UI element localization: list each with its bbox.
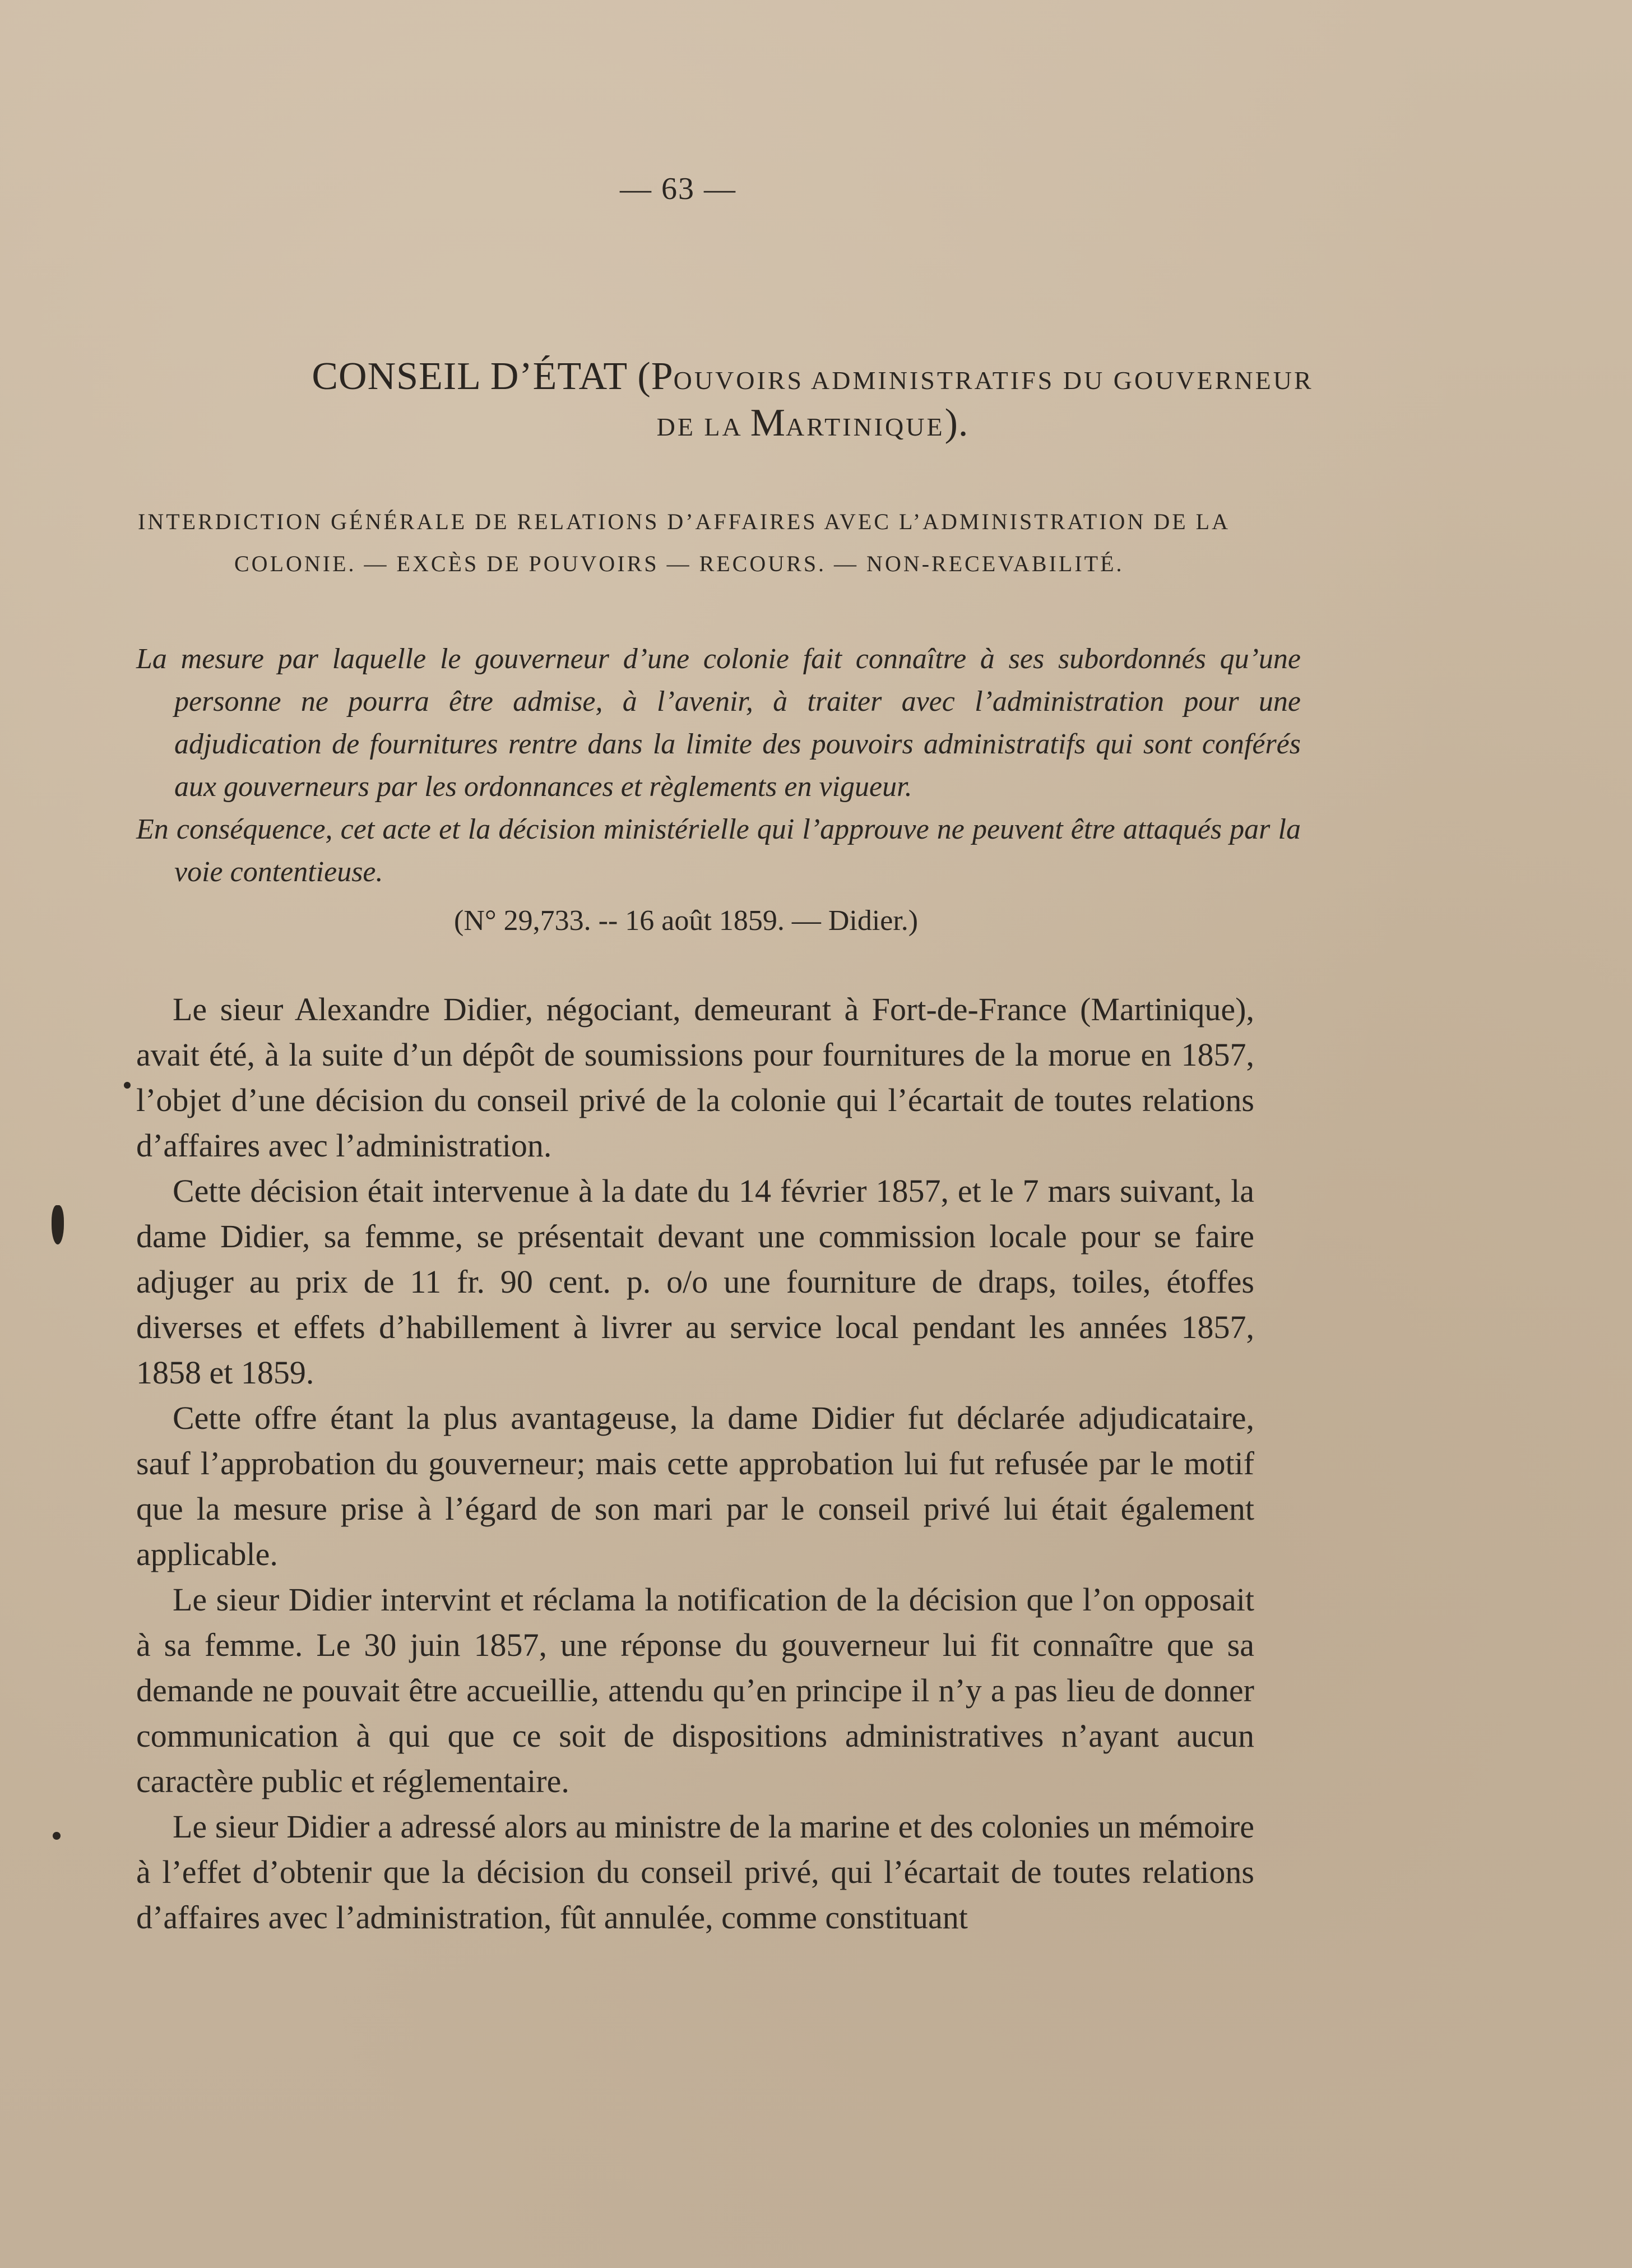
summary-paragraph-2: En conséquence, cet acte et la décision ministérielle qui l’approuve ne peuvent être attaqués par la voie contentieuse.: [136, 813, 1301, 888]
summary-paragraph-1: La mesure par laquelle le gouverneur d’une colonie fait connaître à ses subordonnés qu’une personne ne pourra être admise, à l’avenir, à traiter avec l’administration pour une adjudication de fournitures rentre dans la limite des pouvoirs administratifs qui sont conférés aux gouverneurs par les ordonnances et règlements en vigueur.: [136, 643, 1301, 803]
subject-line-1: INTERDICTION GÉNÉRALE DE RELATIONS D’AFFAIRES AVEC L’ADMINISTRATION DE LA: [138, 509, 1230, 534]
title-main: CONSEIL D’ÉTAT: [312, 355, 627, 398]
ink-dot: [124, 1082, 131, 1089]
body-paragraph: Cette offre étant la plus avantageuse, la dame Didier fut déclarée adjudicataire, sauf l’approbation du gouverneur; mais cette approbation lui fut refusée par le motif que la mesure prise à l’égard de son mari par le conseil privé lui était également applicable.: [136, 1400, 1254, 1572]
page-title: [112, 354, 1513, 399]
body-paragraph: Cette décision était intervenue à la date du 14 février 1857, et le 7 mars suivant, la dame Didier, sa femme, se présentait devant une commission locale pour se faire adjuger au prix de 11 fr. 90 cent. p. o/o une fourniture de draps, toiles, étoffes diverses et effets d’habillement à livrer au service local pendant les années 1857, 1858 et 1859.: [136, 1173, 1254, 1391]
subject-line-2: COLONIE. — EXCÈS DE POUVOIRS — RECOURS. — NON-RECEVABILITÉ.: [234, 551, 1124, 576]
ink-dot: [53, 1832, 61, 1840]
page-number: — 63 —: [620, 172, 736, 206]
body-paragraph: Le sieur Alexandre Didier, négociant, demeurant à Fort-de-France (Martinique), avait été, à la suite d’un dépôt de soumissions pour fournitures de la morue en 1857, l’objet d’une décision du conseil privé de la colonie qui l’écartait de toutes relations d’affaires avec l’administration.: [136, 991, 1254, 1164]
body-text: [136, 987, 1254, 1940]
title-close: ).: [944, 401, 969, 445]
ink-blemish: [52, 1205, 64, 1244]
title-pouvoirs-rest: OUVOIRS ADMINISTRATIFS DU GOUVERNEUR: [673, 366, 1314, 395]
title-martinique-rest: ARTINIQUE: [785, 413, 945, 441]
body-paragraph: Le sieur Didier intervint et réclama la notification de la décision que l’on opposait à sa femme. Le 30 juin 1857, une réponse du gouverneur lui fit connaître que sa demande ne pouvait être accueillie, attendu qu’en principe il n’y a pas lieu de donner communication à qui que ce soit de dispositions administratives n’ayant aucun caractère public et réglementaire.: [136, 1581, 1254, 1799]
title-pouvoirs-cap: P: [651, 355, 674, 398]
page-title-line2: [112, 401, 1513, 446]
title-open-paren: (: [637, 355, 651, 398]
title-martinique-cap: M: [750, 401, 786, 445]
title-de-la: DE LA: [656, 413, 750, 441]
body-paragraph: Le sieur Didier a adressé alors au ministre de la marine et des colonies un mémoire à l’effet d’obtenir que la décision du conseil privé, qui l’écartait de toutes relations d’affaires avec l’administration, fût annulée, comme constituant: [136, 1808, 1254, 1936]
case-reference: (N° 29,733. -- 16 août 1859. — Didier.): [454, 905, 919, 937]
